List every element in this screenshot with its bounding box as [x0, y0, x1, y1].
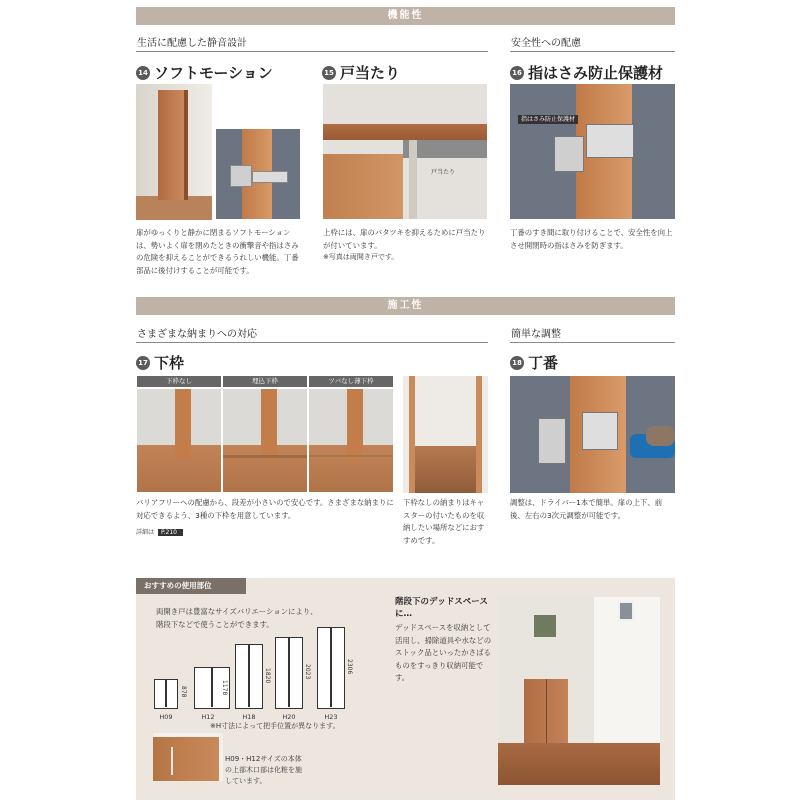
feature-hinge: [510, 352, 558, 373]
size-code: H12: [201, 713, 215, 721]
no-lower-frame-desc: 下枠なしの納まりはキャスターの付いたものを収納したい場所などにおすすめです。: [403, 498, 485, 545]
size-code: H20: [282, 713, 296, 721]
feature-door-stop: [322, 62, 400, 83]
feature-title: 指はさみ防止保護材: [528, 64, 664, 82]
door-stop-callout: 戸当たり: [431, 169, 456, 176]
feature-soft-motion: [136, 62, 273, 83]
size-height: 2023: [304, 664, 311, 680]
variant-label: 下枠なし: [137, 376, 221, 387]
feature-title: ソフトモーション: [154, 64, 273, 82]
hinge-desc: 調整は、ドライバー1本で簡単。扉の上下、前後、左右の3次元調整が可能です。: [510, 498, 663, 520]
soft-motion-room-photo: [136, 84, 212, 220]
variant-photo-none: [137, 389, 221, 492]
recommend-tab: おすすめの使用部位: [136, 578, 246, 594]
doorway-photo: [403, 376, 488, 493]
size-cabinet-h23: [317, 627, 345, 709]
size-height: 878: [180, 686, 187, 698]
feature-finger-guard: [510, 62, 663, 83]
finger-guard-photo: [510, 84, 675, 219]
hinge-adjust-photo: [510, 376, 675, 493]
size-height: 1178: [221, 680, 228, 696]
finger-guard-callout: 指はさみ防止保護材: [518, 115, 578, 124]
door-stop-desc: 上枠には、扉のバタツキを抑えるために戸当たりが付いています。: [323, 228, 486, 250]
soft-motion-desc: 扉がゆっくりと静かに閉まるソフトモーションは、勢いよく扉を閉めたときの衝撃音や指はさみの危険を抑えることができるうれしい機能。丁番部品に後付けすることが可能です。: [136, 228, 299, 275]
size-height: 2306: [346, 659, 353, 675]
functionality-header: 機能性: [136, 7, 675, 25]
size-cabinet-h18: [235, 644, 263, 709]
divider: [136, 51, 488, 52]
adjust-title: 簡単な調整: [511, 329, 561, 340]
finger-guard-desc: 丁番のすき間に取り付けることで、安全性を向上させ開閉時の指はさみを防ぎます。: [510, 228, 673, 250]
size-code: H09: [159, 713, 173, 721]
soft-motion-hinge-photo: [216, 129, 300, 219]
safety-title: 安全性への配慮: [511, 38, 581, 49]
stair-title: 階段下のデッドスペースに…: [395, 597, 488, 619]
recommend-desc: 両開き戸は豊富なサイズバリエーションにより、階段下などで使うことができます。: [156, 607, 318, 629]
variant-label: 埋込下枠: [223, 376, 307, 387]
size-cabinet-h20: [275, 637, 303, 709]
feature-number: 16: [510, 66, 524, 80]
feature-number: 15: [322, 66, 336, 80]
size-height: 1820: [264, 668, 271, 684]
feature-title: 下枠: [154, 354, 185, 372]
handle-note: ※H寸法によって把手位置が異なります。: [210, 722, 340, 730]
stair-storage-photo: [498, 597, 660, 785]
divider: [136, 342, 488, 343]
variant-photo-embedded: [223, 389, 307, 492]
door-stop-photo: [323, 84, 487, 219]
size-code: H18: [242, 713, 256, 721]
feature-lower-frame: [136, 352, 184, 373]
variety-title: さまざまな納まりへの対応: [137, 329, 257, 340]
door-stop-note: ※写真は両開き戸です。: [323, 253, 399, 261]
h09-h12-note: H09・H12サイズの本体の上部木口部は化粧を施しています。: [225, 755, 302, 785]
detail-ref-page: P.210: [158, 529, 183, 536]
feature-title: 丁番: [528, 354, 559, 372]
feature-title: 戸当たり: [340, 64, 401, 82]
quiet-design-title: 生活に配慮した静音設計: [137, 38, 247, 49]
divider: [510, 342, 675, 343]
cabinet-top-photo: [153, 733, 223, 781]
feature-number: 17: [136, 356, 150, 370]
detail-ref-label: 詳細は: [136, 529, 155, 536]
variant-label: ツバなし薄下枠: [309, 376, 393, 387]
size-cabinet-h09: [154, 679, 178, 709]
feature-number: 14: [136, 66, 150, 80]
detail-ref: [136, 527, 183, 536]
size-code: H23: [324, 713, 338, 721]
workability-header: 施工性: [136, 297, 675, 315]
lower-frame-desc: バリアフリーへの配慮から、段差が小さいので安心です。さまざまな納まりに対応できるよう、3種の下枠を用意しています。: [136, 498, 394, 520]
stair-desc: デッドスペースを収納として活用し、掃除道具や水などのストック品といったかさばるものをすっきり収納可能です。: [395, 623, 492, 682]
variant-photo-thin: [309, 389, 393, 492]
divider: [510, 51, 675, 52]
feature-number: 18: [510, 356, 524, 370]
